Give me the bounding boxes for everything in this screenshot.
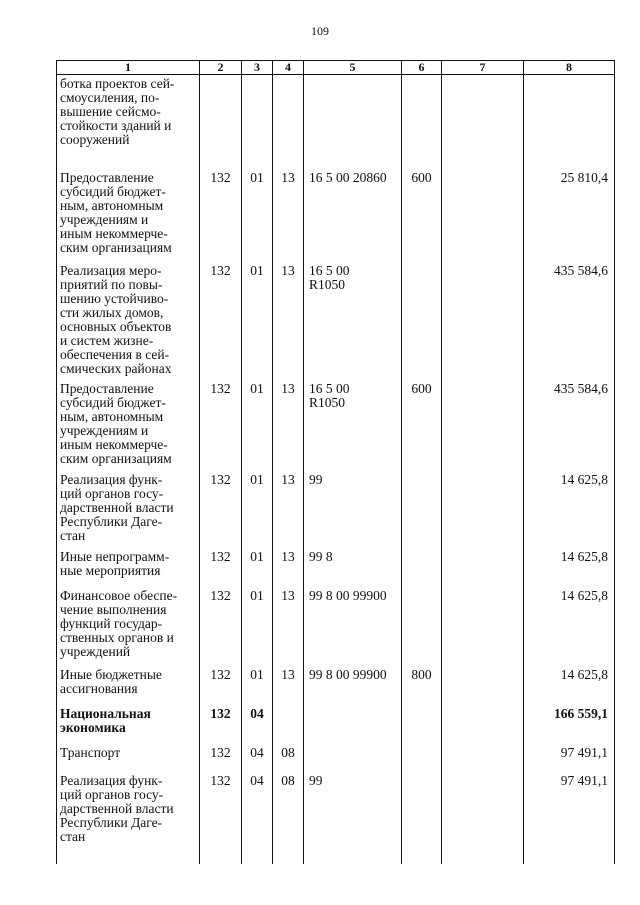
budget-table	[56, 60, 615, 864]
row-target-article: 16 5 00 R1050	[304, 382, 402, 473]
row-subsection: 08	[273, 746, 304, 774]
row-admin-code: 132	[200, 382, 242, 473]
row-name: Реализация меро- приятий по повы- шению устойчиво- сти жилых домов, основных объектов и систем жизне- обеспечения в сей- смических районах	[57, 264, 200, 382]
row-admin-code: 132	[200, 473, 242, 550]
row-col7	[442, 264, 524, 382]
table-row	[57, 473, 615, 550]
row-target-article: 99 8 00 99900	[304, 589, 402, 668]
row-col7	[442, 171, 524, 264]
row-section: 01	[242, 550, 273, 589]
row-expense-type	[402, 707, 442, 746]
row-subsection	[273, 75, 304, 171]
row-amount: 166 559,1	[524, 707, 615, 746]
row-name: Финансовое обеспе- чение выполнения функций государ- ственных органов и учреждений	[57, 589, 200, 668]
row-amount: 435 584,6	[524, 382, 615, 473]
row-subsection: 13	[273, 473, 304, 550]
row-amount: 14 625,8	[524, 589, 615, 668]
page-number: 109	[311, 24, 329, 38]
row-expense-type	[402, 774, 442, 864]
row-name: ботка проектов сей- смоусиления, по- вышение сейсмо- стойкости зданий и сооружений	[57, 75, 200, 171]
row-col7	[442, 668, 524, 707]
row-target-article: 99 8 00 99900	[304, 668, 402, 707]
row-expense-type	[402, 473, 442, 550]
row-section: 01	[242, 668, 273, 707]
row-expense-type: 800	[402, 668, 442, 707]
row-col7	[442, 382, 524, 473]
row-expense-type	[402, 589, 442, 668]
row-subsection: 13	[273, 382, 304, 473]
table-row	[57, 707, 615, 746]
row-name: Национальная экономика	[57, 707, 200, 746]
row-subsection: 13	[273, 668, 304, 707]
row-admin-code: 132	[200, 550, 242, 589]
row-admin-code	[200, 75, 242, 171]
row-section: 04	[242, 707, 273, 746]
row-col7	[442, 589, 524, 668]
row-col7	[442, 774, 524, 864]
header-col-7: 7	[442, 61, 524, 75]
row-amount: 97 491,1	[524, 746, 615, 774]
row-section: 01	[242, 171, 273, 264]
row-target-article: 99	[304, 774, 402, 864]
table-row	[57, 774, 615, 864]
row-admin-code: 132	[200, 668, 242, 707]
row-name: Предоставление субсидий бюджет- ным, автономным учреждениям и иным некоммерче- ским организациям	[57, 171, 200, 264]
header-col-5: 5	[304, 61, 402, 75]
row-subsection: 13	[273, 171, 304, 264]
table-row	[57, 550, 615, 589]
row-col7	[442, 746, 524, 774]
row-subsection	[273, 707, 304, 746]
header-col-6: 6	[402, 61, 442, 75]
table-row	[57, 171, 615, 264]
header-col-8: 8	[524, 61, 615, 75]
row-amount: 14 625,8	[524, 550, 615, 589]
row-name: Предоставление субсидий бюджет- ным, автономным учреждениям и иным некоммерче- ским организациям	[57, 382, 200, 473]
header-col-4: 4	[273, 61, 304, 75]
row-subsection: 13	[273, 550, 304, 589]
row-target-article: 16 5 00 20860	[304, 171, 402, 264]
table-row	[57, 75, 615, 171]
row-target-article	[304, 707, 402, 746]
table-row	[57, 668, 615, 707]
row-name: Реализация функ- ций органов госу- дарственной власти Республики Даге- стан	[57, 473, 200, 550]
row-admin-code: 132	[200, 774, 242, 864]
row-admin-code: 132	[200, 589, 242, 668]
row-subsection: 13	[273, 589, 304, 668]
row-amount: 14 625,8	[524, 668, 615, 707]
row-admin-code: 132	[200, 707, 242, 746]
row-section: 04	[242, 746, 273, 774]
row-target-article: 99	[304, 473, 402, 550]
row-section: 04	[242, 774, 273, 864]
row-amount: 25 810,4	[524, 171, 615, 264]
row-section: 01	[242, 264, 273, 382]
row-section	[242, 75, 273, 171]
row-col7	[442, 473, 524, 550]
header-col-3: 3	[242, 61, 273, 75]
row-amount: 14 625,8	[524, 473, 615, 550]
row-name: Иные непрограмм- ные мероприятия	[57, 550, 200, 589]
row-target-article: 99 8	[304, 550, 402, 589]
row-admin-code: 132	[200, 746, 242, 774]
table-row	[57, 746, 615, 774]
row-name: Иные бюджетные ассигнования	[57, 668, 200, 707]
row-section: 01	[242, 382, 273, 473]
row-expense-type	[402, 75, 442, 171]
row-expense-type	[402, 550, 442, 589]
row-target-article	[304, 746, 402, 774]
row-admin-code: 132	[200, 171, 242, 264]
row-name: Транспорт	[57, 746, 200, 774]
header-col-2: 2	[200, 61, 242, 75]
row-name: Реализация функ- ций органов госу- дарственной власти Республики Даге- стан	[57, 774, 200, 864]
row-amount	[524, 75, 615, 171]
header-row	[57, 61, 615, 75]
header-col-1: 1	[57, 61, 200, 75]
row-col7	[442, 550, 524, 589]
row-amount: 435 584,6	[524, 264, 615, 382]
row-amount: 97 491,1	[524, 774, 615, 864]
row-section: 01	[242, 473, 273, 550]
row-admin-code: 132	[200, 264, 242, 382]
table-row	[57, 382, 615, 473]
row-expense-type	[402, 746, 442, 774]
row-expense-type: 600	[402, 171, 442, 264]
table-row	[57, 264, 615, 382]
table-row	[57, 589, 615, 668]
row-subsection: 13	[273, 264, 304, 382]
row-subsection: 08	[273, 774, 304, 864]
row-expense-type	[402, 264, 442, 382]
row-target-article: 16 5 00 R1050	[304, 264, 402, 382]
row-section: 01	[242, 589, 273, 668]
row-target-article	[304, 75, 402, 171]
row-col7	[442, 707, 524, 746]
row-col7	[442, 75, 524, 171]
row-expense-type: 600	[402, 382, 442, 473]
